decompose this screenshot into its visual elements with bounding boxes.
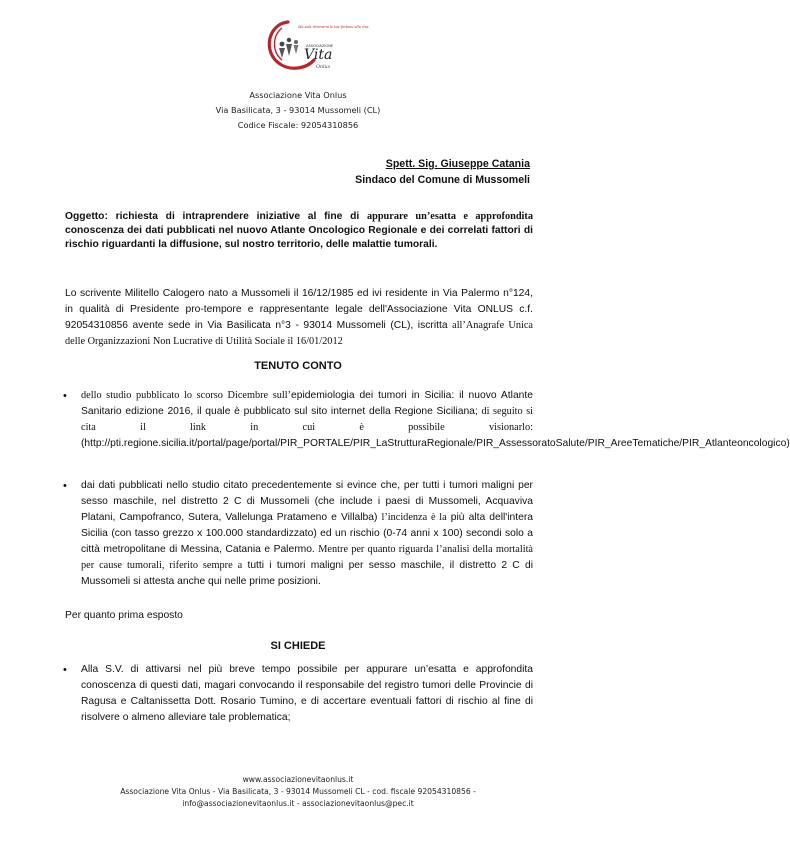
intro-text-2: all’Anagrafe Unica delle Organizzazioni Non Lucrative di Utilità Sociale il 16/01/2012	[65, 320, 533, 347]
bullet1-text-2: epidemiologia dei tumori in Sicilia: il nuovo Atlante Sanitario edizione 2016, il quale è pubblicato sul sito internet della Regione Siciliana;	[81, 390, 533, 417]
bullet-icon: •	[63, 664, 67, 676]
logo-small-label: ASSOCIAZIONE	[306, 44, 334, 48]
list-item	[63, 478, 533, 590]
bullet1-link-text: (http://pti.regione.sicilia.it/portal/page/portal/PIR_PORTALE/PIR_LaStrutturaRegionale/PIR_AssessoratoSalute/PIR_AreeTematiche/PIR_Atlanteoncologico)	[81, 438, 790, 449]
footer-website: www.associazionevitaonlus.it	[242, 775, 354, 784]
closing-line: Per quanto prima esposto	[65, 610, 183, 621]
association-logo	[258, 14, 369, 76]
subject-text-2: appurare un’esatta e approfondita	[366, 211, 533, 222]
logo-tagline: Onlus	[316, 65, 331, 70]
bullet-icon: •	[63, 390, 67, 402]
org-name: Associazione Vita Onlus	[249, 90, 347, 100]
org-fiscal-code: Codice Fiscale: 92054310856	[237, 120, 359, 130]
intro-paragraph	[65, 286, 533, 350]
recipient-block	[355, 156, 530, 188]
org-address: Via Basilicata, 3 - 93014 Mussomeli (CL)	[215, 105, 381, 115]
page-footer	[0, 774, 596, 810]
subject-text-3: conoscenza dei dati pubblicati nel nuovo Atlante Oncologico Regionale e dei correlati fattori di rischio riguardanti la diffusione, sul nostro territorio, delle malattie tumorali.	[65, 225, 533, 250]
list-item	[63, 662, 533, 726]
logo-name: Vita	[304, 47, 333, 63]
section-heading-si-chiede: SI CHIEDE	[270, 640, 326, 652]
intro-text-1: Lo scrivente Militello Calogero nato a Mussomeli il 16/12/1985 ed ivi residente in Via Palermo n°124, in qualità di Presidente pro-tempore e rappresentante legale dell'Associazione Vita ONLUS c.f. 92054310856 avente sede in Via Basilicata n°3 - 93014 Mussomeli (CL), iscritta	[65, 288, 533, 331]
footer-address: Associazione Vita Onlus - Via Basilicata, 3 - 93014 Mussomeli CL - cod. fiscale 92054310856 -	[120, 787, 476, 796]
bullet2-text-1: dai dati pubblicati nello studio citato precedentemente si evince che, per tutti i tumori maligni per sesso maschile, nel distretto 2 C di Mussomeli (che include i paesi di Mussomeli, Acquaviva Platani, Campofranco, Sutera, Vallelunga Pratameno e Villalba)	[81, 480, 533, 523]
bullet1-text-1: dello studio pubblicato lo scorso Dicembre sull’	[81, 390, 292, 401]
bullet-list-1	[63, 388, 790, 452]
bullet-icon: •	[63, 480, 67, 492]
recipient-title: Sindaco del Comune di Mussomeli	[355, 174, 530, 186]
footer-emails: info@associazionevitaonlus.it - associazionevitaonlus@pec.it	[182, 799, 414, 808]
bullet-list-2	[63, 478, 533, 590]
bullet2-text-3: più alta dell'intera Sicilia (con tasso grezzo x 100.000 standardizzato) ed un rischio (0-74 anni x 100) secondi solo a città metropolitane di Messina, Catania e Palermo.	[81, 512, 533, 555]
bullet-list-3	[63, 662, 533, 726]
logo-motto: Ma sola ritrovarai le tue fortune alla riva	[298, 25, 369, 29]
bullet2-text-4: Mentre per quanto riguarda l’analisi della mortalità per cause tumorali, riferito sempre a	[81, 544, 534, 571]
bullet2-text-2: l’incidenza è la	[381, 512, 447, 523]
bullet2-text-5: tutti i tumori maligni per sesso maschile, il distretto 2 C di Mussomeli si attesta anche qui nelle prime posizioni.	[81, 560, 533, 587]
subject-text-1: Oggetto: richiesta di intraprendere iniziative al fine di	[65, 211, 367, 222]
subject-paragraph	[65, 210, 533, 252]
recipient-name: Spett. Sig. Giuseppe Catania	[385, 158, 530, 170]
list-item	[63, 388, 790, 452]
bullet1-text-3: di seguito si cita il link in cui è possibile visionarlo:	[81, 406, 533, 433]
section-heading-tenuto-conto: TENUTO CONTO	[254, 360, 342, 372]
letterhead	[0, 88, 596, 133]
bullet3-text: Alla S.V. di attivarsi nel più breve tempo possibile per appurare un’esatta e approfondita conoscenza di questi dati, magari convocando il responsabile del registro tumori delle Provincie di Ragusa e Caltanissetta Dott. Rosario Tumino, e di accertare eventuali fattori di rischio al fine di risolvere o almeno alleviare tale problematica;	[81, 664, 533, 723]
